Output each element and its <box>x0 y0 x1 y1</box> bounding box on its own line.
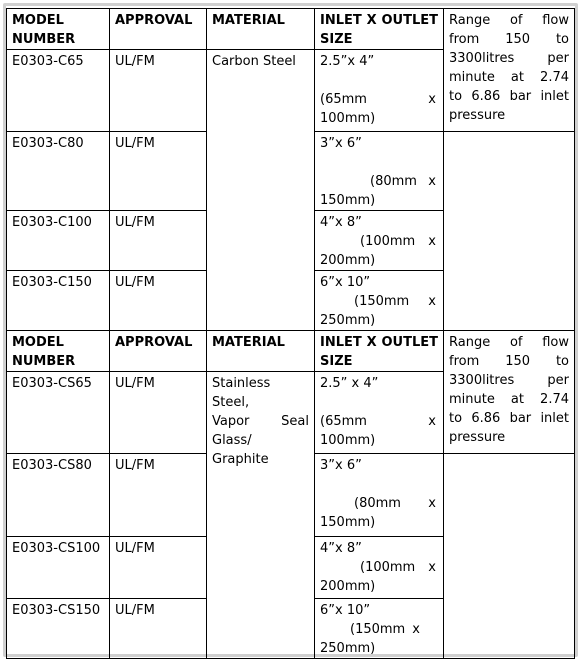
size-inch: 3”x 6” <box>320 458 362 473</box>
size-inch: 3”x 6” <box>320 136 362 151</box>
size-inch: 2.5”x 4” <box>320 54 375 69</box>
size-mm-end: 100mm) <box>320 111 376 126</box>
header-model <box>7 9 110 50</box>
header-size-line2: SIZE <box>320 354 353 369</box>
size-x: x <box>428 234 436 249</box>
approval-cell: UL/FM <box>110 211 207 271</box>
flow-note-line: minute at 2.74 <box>449 70 569 85</box>
flow-note-line: 3300litres per <box>449 373 569 388</box>
header-size <box>315 331 444 372</box>
size-mm: (100mm <box>360 234 416 249</box>
size-x: x <box>428 560 436 575</box>
flow-note-line: 3300litres per <box>449 51 569 66</box>
size-cell <box>315 372 444 454</box>
flow-note-empty <box>444 454 575 659</box>
header-model <box>7 331 110 372</box>
header-model-line1: MODEL <box>12 13 64 28</box>
size-inch: 4”x 8” <box>320 541 362 556</box>
material-cell <box>207 50 315 331</box>
flow-note-line: to 6.86 bar inlet <box>449 411 569 426</box>
approval-cell: UL/FM <box>110 132 207 211</box>
model-cell: E0303-CS80 <box>7 454 110 537</box>
size-mm: (80mm <box>354 496 401 511</box>
header-row <box>7 9 575 50</box>
model-cell: E0303-C65 <box>7 50 110 132</box>
header-size-line2: SIZE <box>320 32 353 47</box>
flow-note-line: from 150 to <box>449 32 569 47</box>
header-model-line2: NUMBER <box>12 32 76 47</box>
size-cell <box>315 211 444 271</box>
size-mm: (65mm <box>320 414 367 429</box>
material-line: Stainless <box>212 376 271 391</box>
model-cell: E0303-CS150 <box>7 599 110 659</box>
size-mm-end: 200mm) <box>320 253 376 268</box>
size-cell <box>315 537 444 599</box>
flow-note-line: from 150 to <box>449 354 569 369</box>
size-x: x <box>412 622 420 637</box>
size-cell <box>315 454 444 537</box>
header-model-line1: MODEL <box>12 335 64 350</box>
header-size <box>315 9 444 50</box>
material-line: Graphite <box>212 452 269 467</box>
document-frame <box>3 3 578 657</box>
approval-cell: UL/FM <box>110 271 207 331</box>
header-material: MATERIAL <box>207 331 315 372</box>
model-cell: E0303-CS100 <box>7 537 110 599</box>
size-x: x <box>428 294 436 309</box>
size-inch: 6”x 10” <box>320 603 371 618</box>
header-approval: APPROVAL <box>110 331 207 372</box>
size-mm: (80mm <box>370 174 417 189</box>
size-inch: 2.5” x 4” <box>320 376 379 391</box>
flow-note-line: Range of flow <box>449 335 569 350</box>
material-cell <box>207 372 315 659</box>
size-x: x <box>428 496 436 511</box>
flow-note-line: pressure <box>449 108 506 123</box>
size-mm-end: 200mm) <box>320 579 376 594</box>
flow-note-line: Range of flow <box>449 13 569 28</box>
approval-cell: UL/FM <box>110 50 207 132</box>
header-approval: APPROVAL <box>110 9 207 50</box>
size-inch: 6”x 10” <box>320 275 371 290</box>
model-cell: E0303-C100 <box>7 211 110 271</box>
size-mm: (100mm <box>360 560 416 575</box>
flow-note-line: minute at 2.74 <box>449 392 569 407</box>
document-page <box>6 6 575 654</box>
size-mm-end: 100mm) <box>320 433 376 448</box>
header-material: MATERIAL <box>207 9 315 50</box>
approval-cell: UL/FM <box>110 599 207 659</box>
model-cell: E0303-C150 <box>7 271 110 331</box>
size-cell <box>315 271 444 331</box>
model-cell: E0303-C80 <box>7 132 110 211</box>
header-size-line1: INLET X OUTLET <box>320 13 438 28</box>
size-cell <box>315 132 444 211</box>
approval-cell: UL/FM <box>110 454 207 537</box>
size-mm: (65mm <box>320 92 367 107</box>
size-mm-end: 150mm) <box>320 515 376 530</box>
flow-note-line: pressure <box>449 430 506 445</box>
size-inch: 4”x 8” <box>320 215 362 230</box>
flow-note <box>444 9 575 132</box>
material-line: Carbon Steel <box>212 54 296 69</box>
material-line: Steel, <box>212 395 250 410</box>
size-mm-end: 250mm) <box>320 313 376 328</box>
header-model-line2: NUMBER <box>12 354 76 369</box>
size-mm: (150mm <box>354 294 410 309</box>
material-line: Vapor Seal <box>212 414 309 429</box>
header-size-line1: INLET X OUTLET <box>320 335 438 350</box>
spec-table <box>6 8 575 659</box>
size-x: x <box>428 414 436 429</box>
flow-note-empty <box>444 132 575 331</box>
size-mm-end: 250mm) <box>320 641 376 656</box>
size-cell <box>315 50 444 132</box>
model-cell: E0303-CS65 <box>7 372 110 454</box>
size-mm: (150mm <box>350 622 406 637</box>
flow-note <box>444 331 575 454</box>
size-cell <box>315 599 444 659</box>
material-line: Glass/ <box>212 433 252 448</box>
flow-note-line: to 6.86 bar inlet <box>449 89 569 104</box>
size-x: x <box>428 174 436 189</box>
size-mm-end: 150mm) <box>320 193 376 208</box>
header-row <box>7 331 575 372</box>
size-x: x <box>428 92 436 107</box>
approval-cell: UL/FM <box>110 372 207 454</box>
approval-cell: UL/FM <box>110 537 207 599</box>
